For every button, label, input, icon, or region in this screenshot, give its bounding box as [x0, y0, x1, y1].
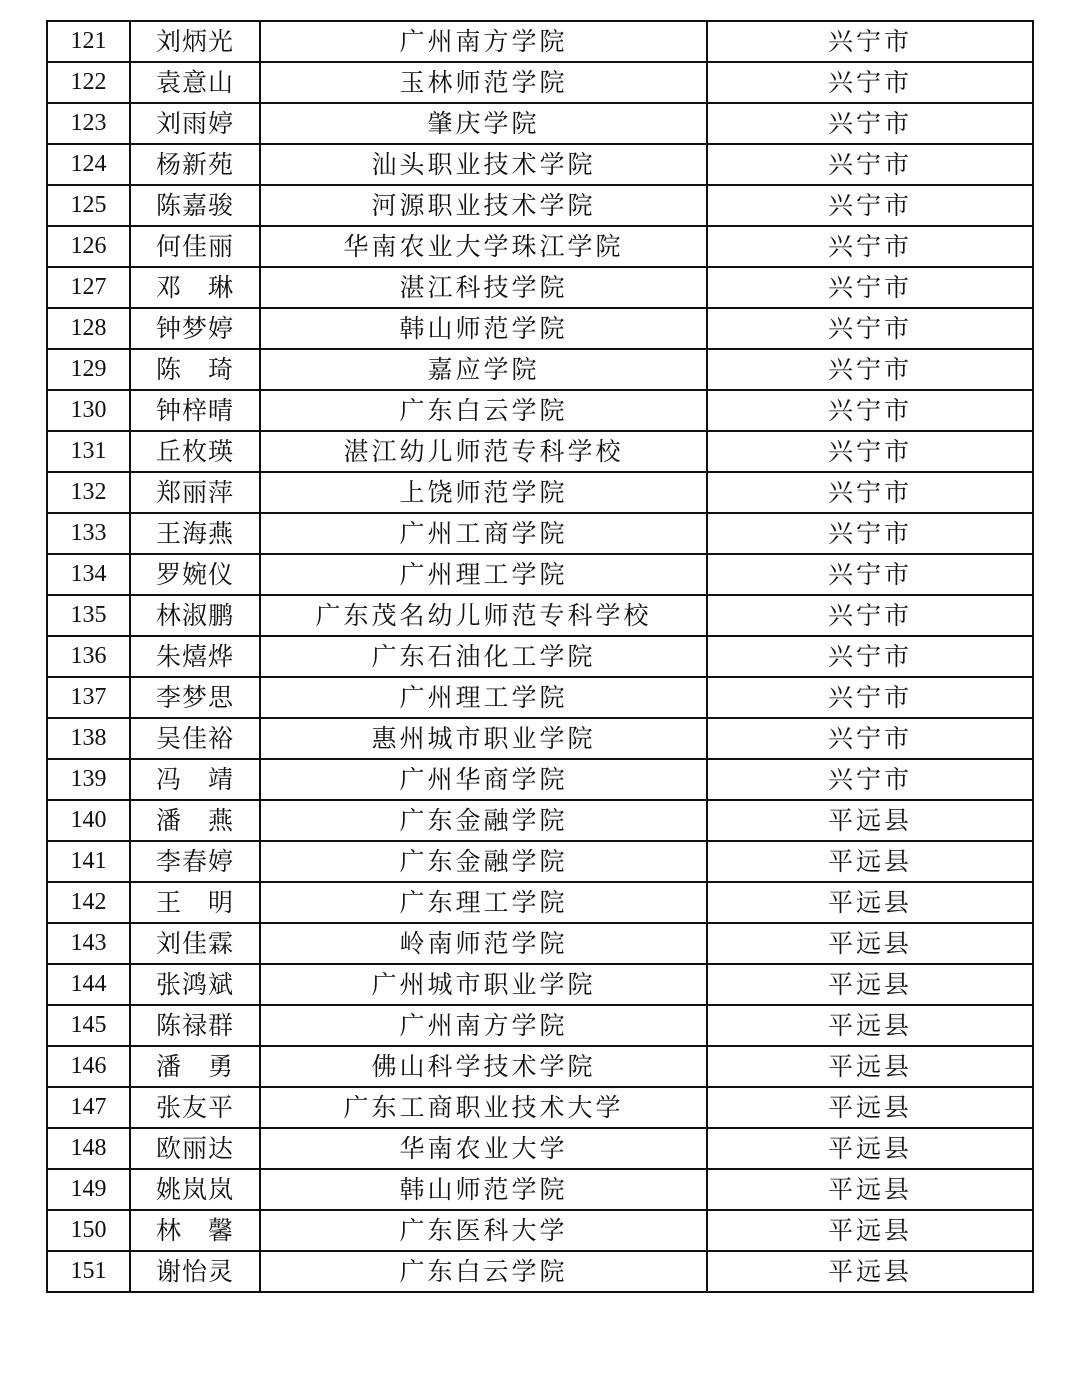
row-number-cell: 137: [47, 677, 130, 718]
name-cell: 张友平: [130, 1087, 260, 1128]
region-cell: 平远县: [707, 1128, 1033, 1169]
table-row: [47, 185, 1033, 226]
school-cell: 广州工商学院: [260, 513, 707, 554]
row-number-cell: 143: [47, 923, 130, 964]
row-number-cell: 141: [47, 841, 130, 882]
school-cell: 岭南师范学院: [260, 923, 707, 964]
roster-table-body: [47, 21, 1033, 1292]
table-row: [47, 431, 1033, 472]
region-cell: 兴宁市: [707, 226, 1033, 267]
row-number-cell: 130: [47, 390, 130, 431]
table-row: [47, 103, 1033, 144]
row-number-cell: 128: [47, 308, 130, 349]
region-cell: 平远县: [707, 1005, 1033, 1046]
row-number-cell: 132: [47, 472, 130, 513]
name-cell: 冯 靖: [130, 759, 260, 800]
region-cell: 平远县: [707, 841, 1033, 882]
name-cell: 陈 琦: [130, 349, 260, 390]
row-number-cell: 151: [47, 1251, 130, 1292]
region-cell: 兴宁市: [707, 185, 1033, 226]
region-cell: 兴宁市: [707, 472, 1033, 513]
name-cell: 李梦思: [130, 677, 260, 718]
name-cell: 袁意山: [130, 62, 260, 103]
row-number-cell: 140: [47, 800, 130, 841]
table-row: [47, 677, 1033, 718]
region-cell: 兴宁市: [707, 718, 1033, 759]
region-cell: 兴宁市: [707, 554, 1033, 595]
table-row: [47, 62, 1033, 103]
table-row: [47, 1005, 1033, 1046]
name-cell: 王 明: [130, 882, 260, 923]
table-row: [47, 595, 1033, 636]
table-row: [47, 144, 1033, 185]
name-cell: 钟梦婷: [130, 308, 260, 349]
row-number-cell: 134: [47, 554, 130, 595]
name-cell: 何佳丽: [130, 226, 260, 267]
school-cell: 韩山师范学院: [260, 1169, 707, 1210]
school-cell: 汕头职业技术学院: [260, 144, 707, 185]
school-cell: 广东石油化工学院: [260, 636, 707, 677]
row-number-cell: 121: [47, 21, 130, 62]
school-cell: 广东金融学院: [260, 800, 707, 841]
roster-table: [46, 20, 1034, 1293]
table-row: [47, 472, 1033, 513]
school-cell: 湛江科技学院: [260, 267, 707, 308]
name-cell: 姚岚岚: [130, 1169, 260, 1210]
table-row: [47, 923, 1033, 964]
region-cell: 兴宁市: [707, 21, 1033, 62]
row-number-cell: 150: [47, 1210, 130, 1251]
name-cell: 刘佳霖: [130, 923, 260, 964]
name-cell: 杨新苑: [130, 144, 260, 185]
school-cell: 华南农业大学: [260, 1128, 707, 1169]
row-number-cell: 125: [47, 185, 130, 226]
school-cell: 惠州城市职业学院: [260, 718, 707, 759]
school-cell: 广东白云学院: [260, 1251, 707, 1292]
region-cell: 平远县: [707, 964, 1033, 1005]
region-cell: 平远县: [707, 1087, 1033, 1128]
table-row: [47, 759, 1033, 800]
school-cell: 韩山师范学院: [260, 308, 707, 349]
name-cell: 刘雨婷: [130, 103, 260, 144]
row-number-cell: 145: [47, 1005, 130, 1046]
name-cell: 邓 琳: [130, 267, 260, 308]
table-row: [47, 554, 1033, 595]
region-cell: 平远县: [707, 1169, 1033, 1210]
school-cell: 广州城市职业学院: [260, 964, 707, 1005]
table-row: [47, 267, 1033, 308]
school-cell: 上饶师范学院: [260, 472, 707, 513]
region-cell: 兴宁市: [707, 144, 1033, 185]
school-cell: 佛山科学技术学院: [260, 1046, 707, 1087]
row-number-cell: 133: [47, 513, 130, 554]
document-table-container: [46, 20, 1032, 1293]
row-number-cell: 135: [47, 595, 130, 636]
row-number-cell: 148: [47, 1128, 130, 1169]
region-cell: 平远县: [707, 800, 1033, 841]
name-cell: 郑丽萍: [130, 472, 260, 513]
name-cell: 吴佳裕: [130, 718, 260, 759]
region-cell: 兴宁市: [707, 636, 1033, 677]
table-row: [47, 21, 1033, 62]
school-cell: 广东白云学院: [260, 390, 707, 431]
region-cell: 兴宁市: [707, 513, 1033, 554]
table-row: [47, 964, 1033, 1005]
school-cell: 广东金融学院: [260, 841, 707, 882]
school-cell: 广东医科大学: [260, 1210, 707, 1251]
row-number-cell: 124: [47, 144, 130, 185]
name-cell: 陈禄群: [130, 1005, 260, 1046]
name-cell: 李春婷: [130, 841, 260, 882]
table-row: [47, 718, 1033, 759]
school-cell: 广东工商职业技术大学: [260, 1087, 707, 1128]
region-cell: 平远县: [707, 882, 1033, 923]
row-number-cell: 138: [47, 718, 130, 759]
name-cell: 欧丽达: [130, 1128, 260, 1169]
region-cell: 兴宁市: [707, 595, 1033, 636]
table-row: [47, 226, 1033, 267]
school-cell: 广州理工学院: [260, 554, 707, 595]
name-cell: 刘炳光: [130, 21, 260, 62]
region-cell: 平远县: [707, 1210, 1033, 1251]
school-cell: 广东理工学院: [260, 882, 707, 923]
row-number-cell: 142: [47, 882, 130, 923]
name-cell: 谢怡灵: [130, 1251, 260, 1292]
school-cell: 广州华商学院: [260, 759, 707, 800]
school-cell: 广州南方学院: [260, 21, 707, 62]
table-row: [47, 1046, 1033, 1087]
row-number-cell: 147: [47, 1087, 130, 1128]
table-row: [47, 636, 1033, 677]
table-row: [47, 513, 1033, 554]
name-cell: 陈嘉骏: [130, 185, 260, 226]
name-cell: 林 馨: [130, 1210, 260, 1251]
school-cell: 广州南方学院: [260, 1005, 707, 1046]
table-row: [47, 349, 1033, 390]
region-cell: 兴宁市: [707, 677, 1033, 718]
table-row: [47, 841, 1033, 882]
name-cell: 罗婉仪: [130, 554, 260, 595]
name-cell: 林淑鹏: [130, 595, 260, 636]
region-cell: 平远县: [707, 1251, 1033, 1292]
row-number-cell: 144: [47, 964, 130, 1005]
table-row: [47, 1251, 1033, 1292]
school-cell: 玉林师范学院: [260, 62, 707, 103]
table-row: [47, 882, 1033, 923]
school-cell: 肇庆学院: [260, 103, 707, 144]
table-row: [47, 1128, 1033, 1169]
region-cell: 兴宁市: [707, 390, 1033, 431]
region-cell: 平远县: [707, 923, 1033, 964]
row-number-cell: 131: [47, 431, 130, 472]
table-row: [47, 800, 1033, 841]
row-number-cell: 146: [47, 1046, 130, 1087]
table-row: [47, 1169, 1033, 1210]
row-number-cell: 136: [47, 636, 130, 677]
region-cell: 兴宁市: [707, 62, 1033, 103]
school-cell: 河源职业技术学院: [260, 185, 707, 226]
table-row: [47, 308, 1033, 349]
region-cell: 兴宁市: [707, 103, 1033, 144]
school-cell: 嘉应学院: [260, 349, 707, 390]
table-row: [47, 390, 1033, 431]
row-number-cell: 122: [47, 62, 130, 103]
region-cell: 兴宁市: [707, 308, 1033, 349]
region-cell: 兴宁市: [707, 349, 1033, 390]
school-cell: 广东茂名幼儿师范专科学校: [260, 595, 707, 636]
row-number-cell: 127: [47, 267, 130, 308]
name-cell: 潘 燕: [130, 800, 260, 841]
region-cell: 兴宁市: [707, 759, 1033, 800]
name-cell: 朱熺烨: [130, 636, 260, 677]
school-cell: 湛江幼儿师范专科学校: [260, 431, 707, 472]
region-cell: 兴宁市: [707, 267, 1033, 308]
region-cell: 平远县: [707, 1046, 1033, 1087]
name-cell: 丘枚瑛: [130, 431, 260, 472]
name-cell: 王海燕: [130, 513, 260, 554]
row-number-cell: 123: [47, 103, 130, 144]
name-cell: 潘 勇: [130, 1046, 260, 1087]
row-number-cell: 149: [47, 1169, 130, 1210]
row-number-cell: 126: [47, 226, 130, 267]
table-row: [47, 1210, 1033, 1251]
region-cell: 兴宁市: [707, 431, 1033, 472]
school-cell: 广州理工学院: [260, 677, 707, 718]
table-row: [47, 1087, 1033, 1128]
school-cell: 华南农业大学珠江学院: [260, 226, 707, 267]
name-cell: 钟梓晴: [130, 390, 260, 431]
name-cell: 张鸿斌: [130, 964, 260, 1005]
row-number-cell: 129: [47, 349, 130, 390]
row-number-cell: 139: [47, 759, 130, 800]
